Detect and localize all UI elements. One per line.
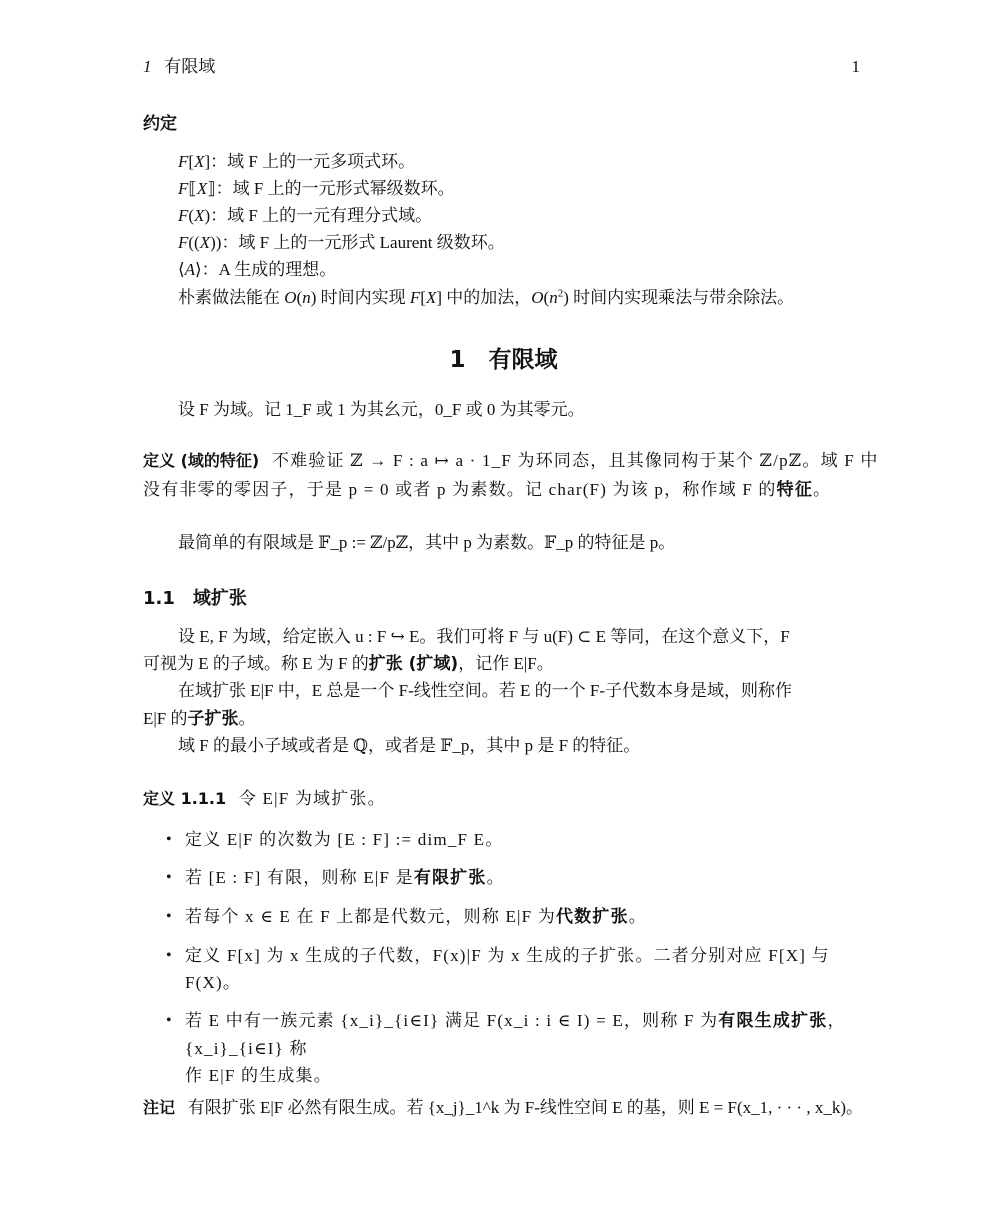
convention-power-series: F⟦X⟧：域 F 上的一元形式幂级数环。 <box>178 179 455 198</box>
subsection-number: 1.1 <box>143 588 175 609</box>
definition-111: 定义 1.1.1 令 E|F 为域扩张。 <box>143 789 386 808</box>
extension-p3: 域 F 的最小子域或者是 ℚ，或者是 𝔽_p，其中 p 是 F 的特征。 <box>178 736 641 755</box>
running-header <box>143 55 215 79</box>
convention-poly-ring: F[X]：域 F 上的一元多项式环。 <box>178 152 416 171</box>
section-title: 有限域 <box>488 347 558 373</box>
section-intro: 设 F 为域。记 1_F 或 1 为其幺元，0_F 或 0 为其零元。 <box>178 400 585 419</box>
list-item-algebraic-extension: • 若每个 x ∈ E 在 F 上都是代数元，则称 E|F 为代数扩张。 <box>164 903 864 931</box>
extension-p1-line1: 设 E, F 为域，给定嵌入 u : F ↪ E。我们可将 F 与 u(F) ⊂ E 等同，在这个意义下，F <box>178 627 790 646</box>
list-item-generated-subalgebra: • 定义 F[x] 为 x 生成的子代数，F(x)|F 为 x 生成的子扩张。二者分别对应 F[X] 与 F(X)。 <box>164 942 864 996</box>
remark-text: 有限扩张 E|F 必然有限生成。若 {x_j}_1^k 为 F-线性空间 E 的基，则 E = F(x_1, · · · , x_k)。 <box>187 1098 864 1117</box>
page-number: 1 <box>851 57 860 76</box>
extension-p1-line2: 可视为 E 的子域。称 E 为 F 的扩张 (扩域)，记作 E|F。 <box>143 654 554 674</box>
list-item-degree: • 定义 E|F 的次数为 [E : F] := dim_F E。 <box>164 826 864 853</box>
header-chapter-title: 有限域 <box>164 57 216 76</box>
definition-characteristic-line1: 定义 (域的特征) 不难验证 ℤ → F : a ↦ a · 1_F 为环同态，且其像同构于某个 ℤ/pℤ。域 F 中 <box>143 451 879 470</box>
subsection-title: 域扩张 <box>192 588 247 609</box>
subsection-heading <box>143 586 247 611</box>
header-chapter-number: 1 <box>143 57 152 76</box>
convention-ideal: ⟨A⟩：A 生成的理想。 <box>178 260 337 279</box>
convention-laurent-series: F((X))：域 F 上的一元形式 Laurent 级数环。 <box>178 233 505 252</box>
definition-label: 定义 (域的特征) <box>143 451 260 470</box>
list-item-finitely-generated: • 若 E 中有一族元素 {x_i}_{i∈I} 满足 F(x_i : i ∈ I) = E，则称 F 为有限生成扩张，{x_i}_{i∈I} 称 作 E|F 的生成集。 <box>164 1007 864 1089</box>
section-number: 1 <box>449 347 466 373</box>
section-heading <box>0 348 1007 372</box>
convention-complexity: 朴素做法能在 O(n) 时间内实现 F[X] 中的加法，$O(n^2)$ 时间内实现乘法与带余除法。 <box>178 287 795 307</box>
list-item-finite-extension: • 若 [E : F] 有限，则称 E|F 是有限扩张。 <box>164 864 864 892</box>
conventions-title: 约定 <box>143 114 177 134</box>
extension-p2-line1: 在域扩张 E|F 中，E 总是一个 F-线性空间。若 E 的一个 F-子代数本身是域，则称作 <box>178 681 792 700</box>
simplest-finite-field: 最简单的有限域是 𝔽_p := ℤ/pℤ，其中 p 为素数。𝔽_p 的特征是 p。 <box>178 533 676 552</box>
remark <box>143 1096 863 1120</box>
definition-characteristic-line2: 没有非零的零因子，于是 p = 0 或者 p 为素数。记 char(F) 为该 p，称作域 F 的特征。 <box>143 480 832 500</box>
convention-rational-functions: F(X)：域 F 上的一元有理分式域。 <box>178 206 433 225</box>
definition-111-label: 定义 1.1.1 <box>143 789 227 808</box>
definition-111-list <box>164 826 864 1100</box>
extension-p2-line2: E|F 的子扩张。 <box>143 709 256 729</box>
remark-label: 注记 <box>143 1098 176 1117</box>
